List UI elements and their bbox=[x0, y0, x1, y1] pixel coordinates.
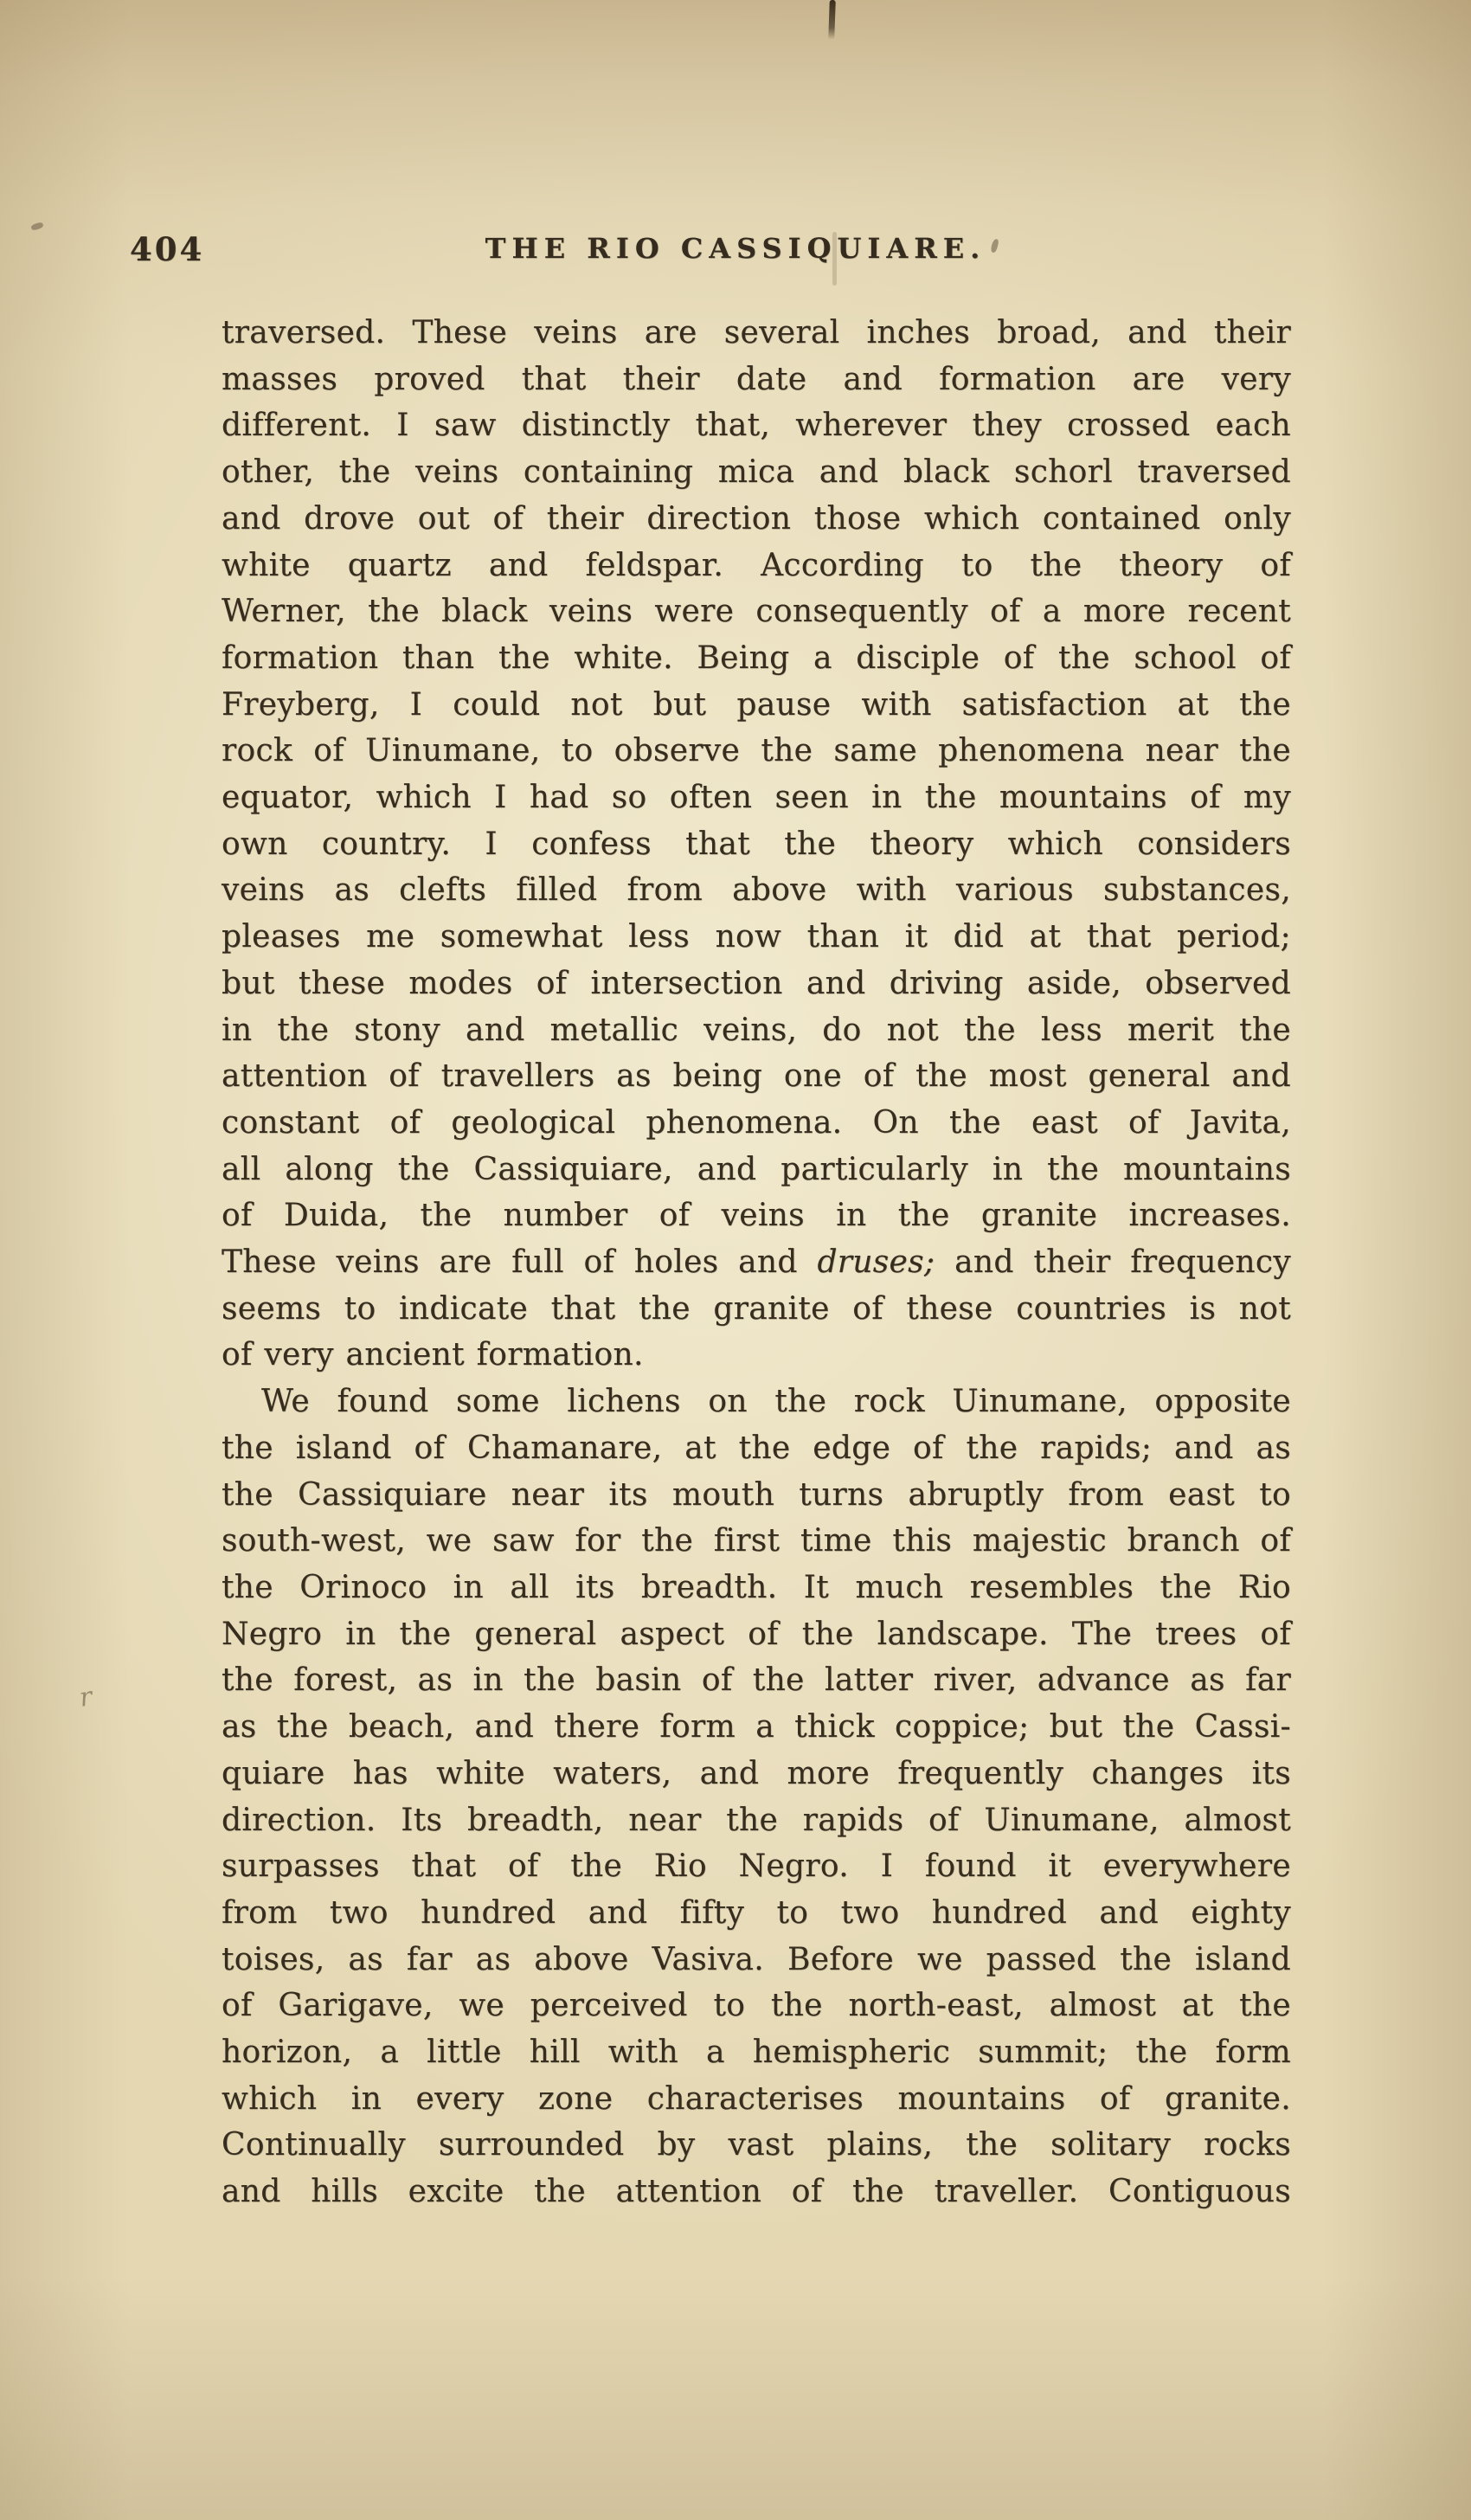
paragraph-2 bbox=[222, 1379, 1291, 2215]
text-line: different. I saw distinctly that, wherever they crossed each bbox=[222, 408, 1291, 444]
text-line: Continually surrounded by vast plains, the solitary rocks bbox=[222, 2127, 1291, 2163]
text-line: constant of geological phenomena. On the east of Javita, bbox=[222, 1104, 1291, 1141]
text-line: in the stony and metallic veins, do not the less merit the bbox=[222, 1012, 1291, 1048]
handwritten-margin-mark: r bbox=[77, 1681, 94, 1713]
text-line: but these modes of intersection and driving aside, observed bbox=[222, 965, 1291, 1001]
text-line: masses proved that their date and formation are very bbox=[222, 361, 1291, 397]
text-line: horizon, a little hill with a hemispheric summit; the form bbox=[222, 2035, 1291, 2071]
page-number: 404 bbox=[130, 230, 205, 268]
paragraph-1 bbox=[222, 310, 1291, 1379]
text-line: the Orinoco in all its breadth. It much resembles the Rio bbox=[222, 1569, 1291, 1605]
text-line: toises, as far as above Vasiva. Before we passed the island bbox=[222, 1941, 1291, 1977]
text-line: attention of travellers as being one of the most general and bbox=[222, 1058, 1291, 1095]
text-line: traversed. These veins are several inches broad, and their bbox=[222, 315, 1291, 350]
text-line: the Cassiquiare near its mouth turns abruptly from east to bbox=[222, 1476, 1291, 1513]
text-line: veins as clefts filled from above with various substances, bbox=[222, 872, 1291, 909]
text-line: Negro in the general aspect of the landscape. The trees of bbox=[222, 1616, 1291, 1652]
text-line: of Duida, the number of veins in the granite increases. bbox=[222, 1198, 1291, 1234]
text-line: other, the veins containing mica and black schorl traversed bbox=[222, 454, 1291, 491]
text-line: rock of Uinumane, to observe the same phenomena near the bbox=[222, 733, 1291, 769]
text-line: seems to indicate that the granite of these countries is not bbox=[222, 1290, 1291, 1327]
text-line: as the beach, and there form a thick coppice; but the Cassi- bbox=[222, 1709, 1291, 1745]
text-line: from two hundred and fifty to two hundred and eighty bbox=[222, 1894, 1291, 1931]
scan-artifact-top-dash-icon bbox=[828, 0, 836, 40]
text-line: Freyberg, I could not but pause with satisfaction at the bbox=[222, 686, 1291, 723]
text-line: the island of Chamanare, at the edge of the rapids; and as bbox=[222, 1430, 1291, 1466]
text-line: We found some lichens on the rock Uinumane, opposite bbox=[261, 1384, 1291, 1420]
running-title: THE RIO CASSIQUIARE. bbox=[485, 232, 986, 265]
text-line: Werner, the black veins were consequently of a more recent bbox=[222, 594, 1291, 630]
text-line: These veins are full of holes and druses; and their frequency bbox=[222, 1244, 1291, 1281]
text-line: equator, which I had so often seen in the mountains of my bbox=[222, 780, 1291, 816]
text-line: own country. I confess that the theory which considers bbox=[222, 826, 1291, 862]
text-line: direction. Its breadth, near the rapids of Uinumane, almost bbox=[222, 1802, 1291, 1838]
page-body bbox=[222, 310, 1291, 2215]
text-line: of very ancient formation. bbox=[222, 1337, 644, 1373]
text-line: the forest, as in the basin of the latter river, advance as far bbox=[222, 1662, 1291, 1699]
ink-speck-after-title bbox=[990, 238, 999, 253]
text-line: white quartz and feldspar. According to the theory of bbox=[222, 547, 1291, 583]
page-header bbox=[0, 227, 1471, 279]
text-line: of Garigave, we perceived to the north-east, almost at the bbox=[222, 1988, 1291, 2024]
text-line: and drove out of their direction those which contained only bbox=[222, 500, 1291, 537]
text-line: and hills excite the attention of the traveller. Contiguous bbox=[222, 2174, 1291, 2210]
text-line: all along the Cassiquiare, and particularly in the mountains bbox=[222, 1151, 1291, 1187]
text-line: south-west, we saw for the first time this majestic branch of bbox=[222, 1523, 1291, 1559]
text-line: surpasses that of the Rio Negro. I found it everywhere bbox=[222, 1848, 1291, 1885]
text-line: which in every zone characterises mountains of granite. bbox=[222, 2080, 1291, 2117]
text-line: formation than the white. Being a disciple of the school of bbox=[222, 640, 1291, 676]
text-line: quiare has white waters, and more frequently changes its bbox=[222, 1755, 1291, 1791]
text-line: pleases me somewhat less now than it did at that period; bbox=[222, 919, 1291, 955]
